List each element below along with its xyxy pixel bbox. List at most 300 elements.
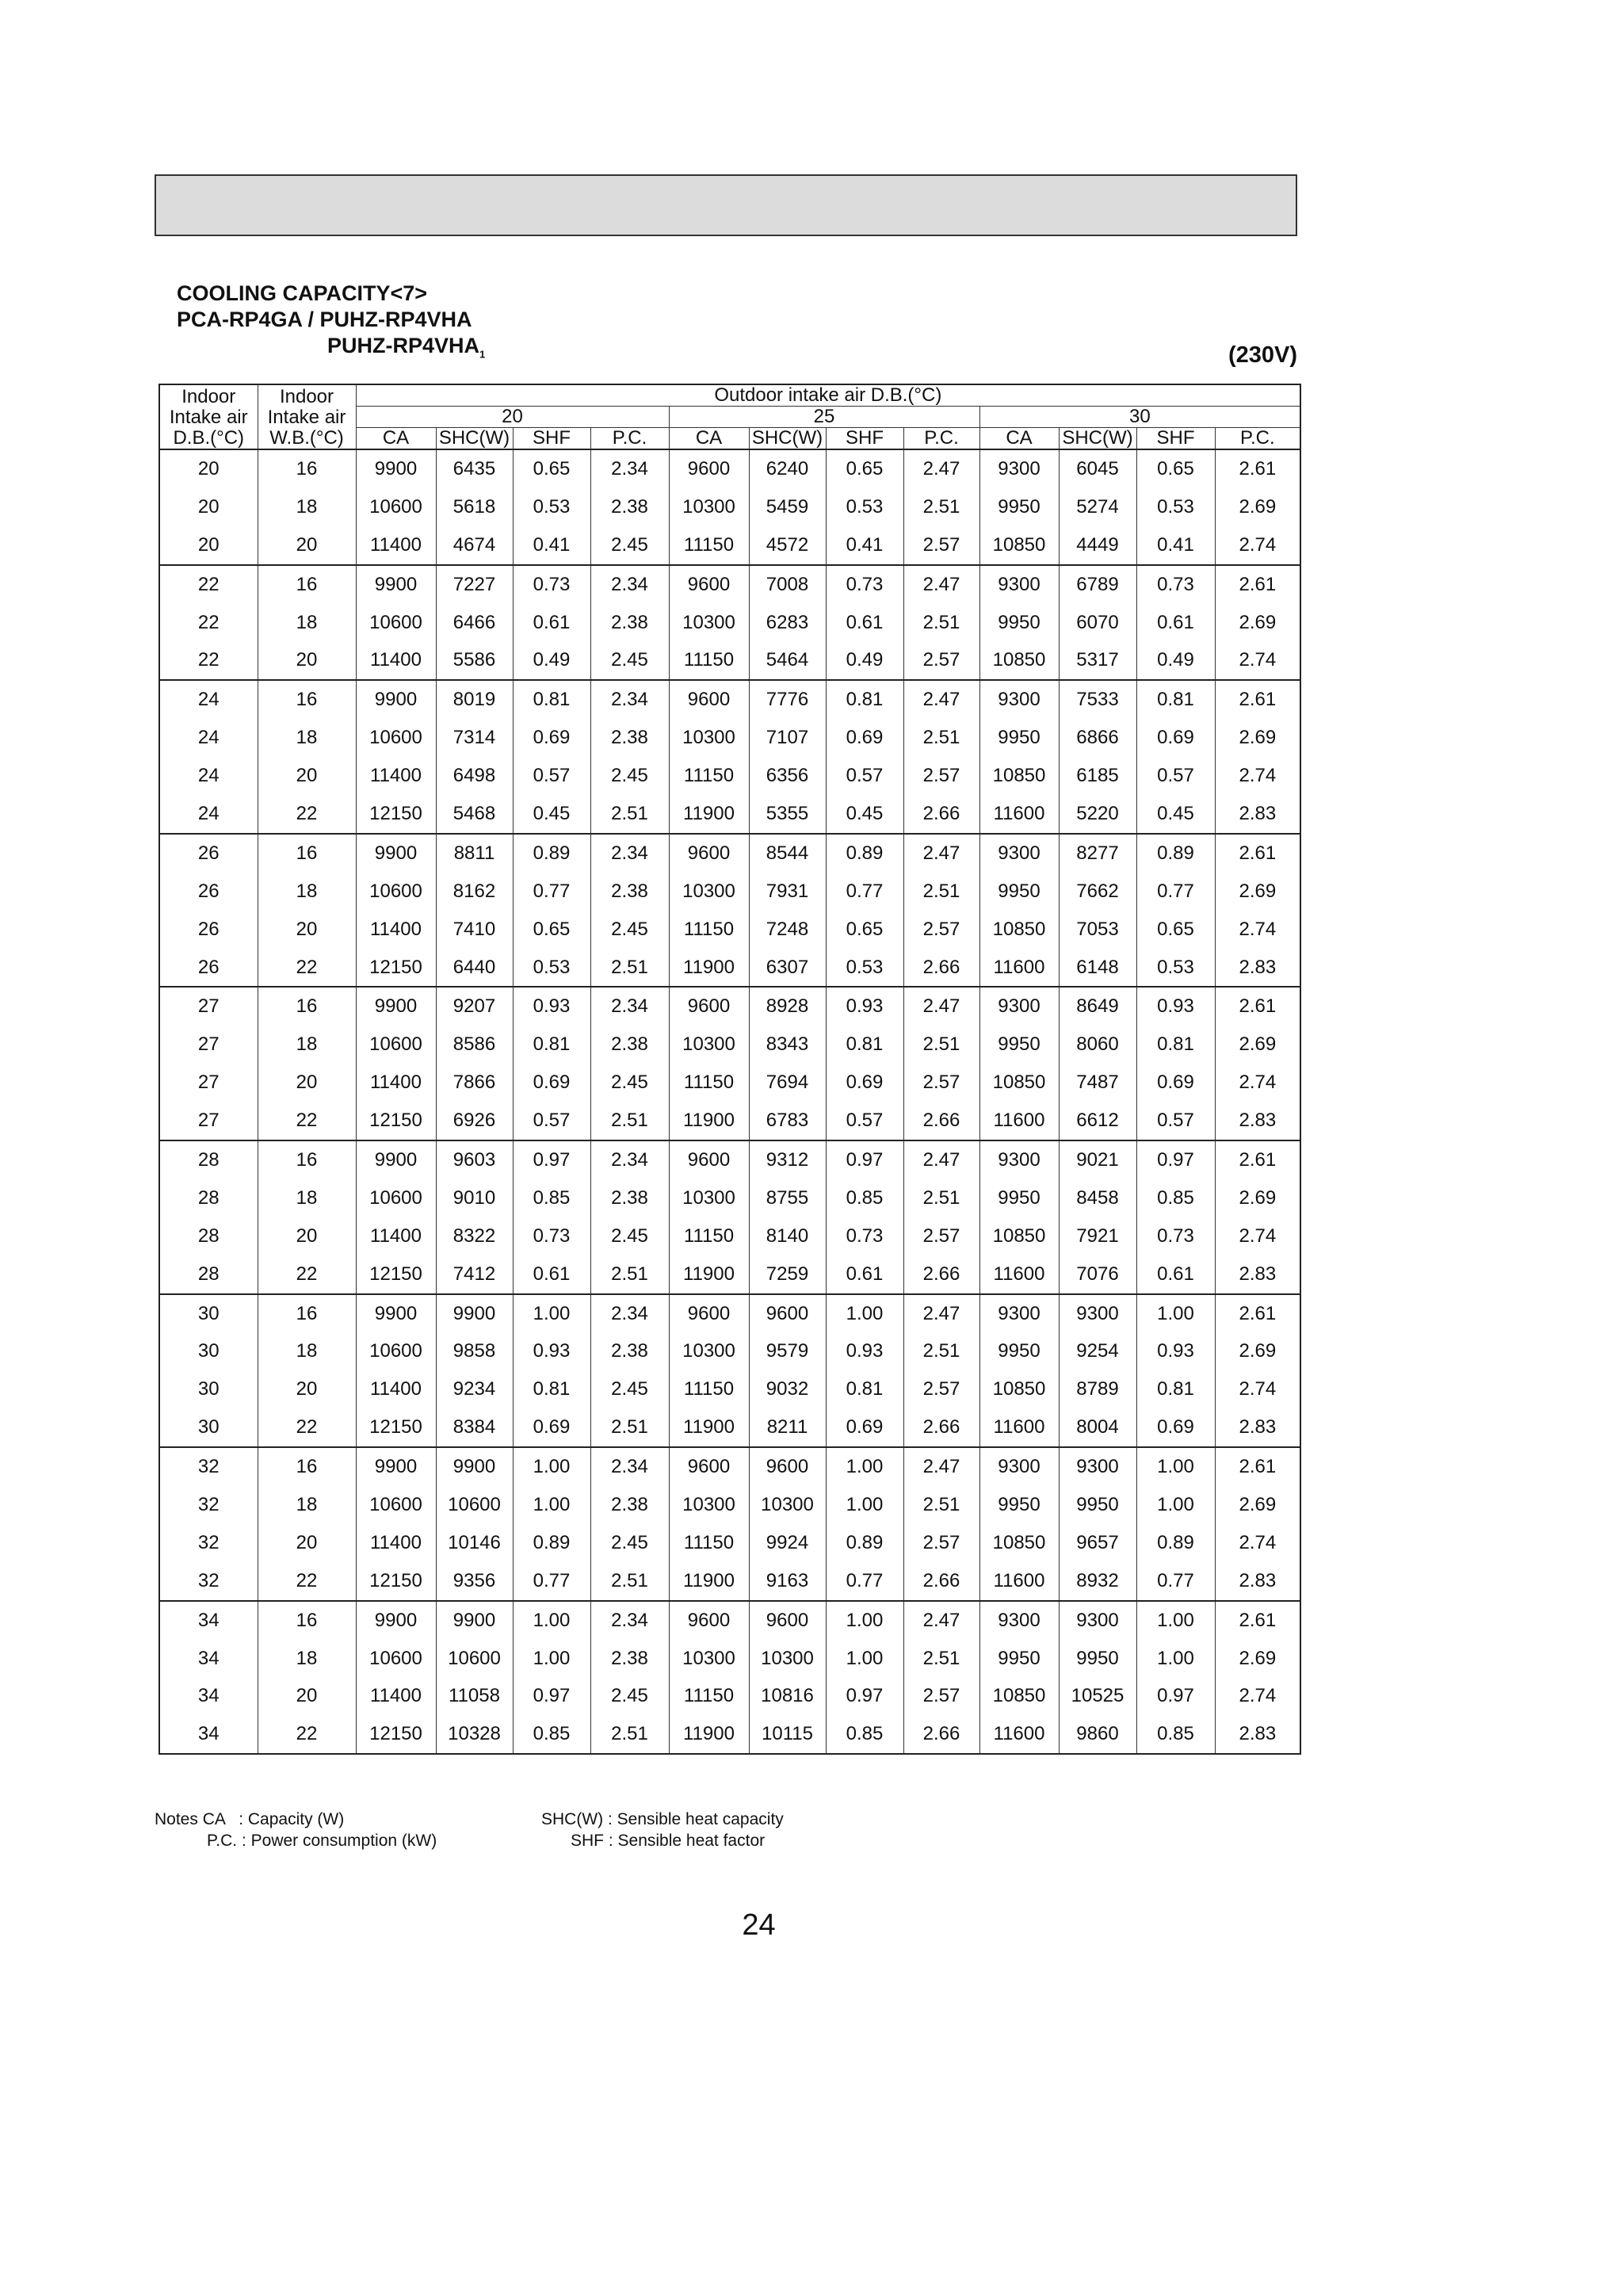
table-cell: 2.69 bbox=[1215, 1486, 1300, 1524]
table-cell: 0.49 bbox=[826, 641, 903, 680]
table-cell: 11900 bbox=[669, 1255, 749, 1294]
table-cell: 0.65 bbox=[513, 449, 590, 488]
table-cell: 10300 bbox=[669, 1179, 749, 1217]
table-cell: 12150 bbox=[356, 1715, 436, 1754]
table-row bbox=[159, 1678, 1300, 1716]
table-cell: 9600 bbox=[669, 680, 749, 719]
table-cell: 2.51 bbox=[903, 1640, 979, 1678]
table-cell: 4572 bbox=[749, 526, 826, 565]
table-cell: 0.69 bbox=[1136, 1064, 1215, 1102]
table-cell: 1.00 bbox=[1136, 1601, 1215, 1640]
table-cell: 24 bbox=[159, 757, 258, 795]
table-cell: 11600 bbox=[979, 1408, 1059, 1447]
table-cell: 2.47 bbox=[903, 1294, 979, 1333]
table-cell: 9300 bbox=[979, 680, 1059, 719]
table-cell: 0.93 bbox=[513, 987, 590, 1026]
table-cell: 10300 bbox=[749, 1640, 826, 1678]
table-cell: 0.57 bbox=[1136, 757, 1215, 795]
table-cell: 0.49 bbox=[513, 641, 590, 680]
table-cell: 11400 bbox=[356, 1678, 436, 1716]
table-row bbox=[159, 757, 1300, 795]
table-cell: 10300 bbox=[669, 1486, 749, 1524]
notes-left bbox=[155, 1809, 437, 1851]
table-cell: 2.74 bbox=[1215, 911, 1300, 949]
table-row bbox=[159, 873, 1300, 911]
table-cell: 9300 bbox=[1059, 1294, 1136, 1333]
table-cell: 8343 bbox=[749, 1026, 826, 1064]
table-cell: 2.83 bbox=[1215, 1102, 1300, 1140]
table-cell: 1.00 bbox=[1136, 1640, 1215, 1678]
table-cell: 22 bbox=[258, 795, 356, 834]
subheader-shcw: SHC(W) bbox=[1059, 428, 1136, 450]
table-cell: 0.57 bbox=[1136, 1102, 1215, 1140]
table-cell: 0.53 bbox=[1136, 488, 1215, 526]
table-cell: 7533 bbox=[1059, 680, 1136, 719]
table-row bbox=[159, 680, 1300, 719]
table-cell: 9600 bbox=[749, 1601, 826, 1640]
table-row bbox=[159, 1026, 1300, 1064]
table-cell: 0.81 bbox=[1136, 1370, 1215, 1408]
table-cell: 20 bbox=[258, 1064, 356, 1102]
table-cell: 18 bbox=[258, 1332, 356, 1370]
table-cell: 9950 bbox=[979, 1179, 1059, 1217]
table-cell: 8928 bbox=[749, 987, 826, 1026]
table-cell: 5464 bbox=[749, 641, 826, 680]
table-cell: 7410 bbox=[436, 911, 513, 949]
table-cell: 26 bbox=[159, 911, 258, 949]
table-cell: 7107 bbox=[749, 719, 826, 757]
table-cell: 10850 bbox=[979, 1524, 1059, 1562]
table-cell: 9010 bbox=[436, 1179, 513, 1217]
table-cell: 9950 bbox=[979, 604, 1059, 642]
table-cell: 20 bbox=[159, 526, 258, 565]
table-cell: 2.38 bbox=[590, 1026, 669, 1064]
table-cell: 11150 bbox=[669, 911, 749, 949]
table-cell: 10600 bbox=[356, 873, 436, 911]
table-cell: 2.66 bbox=[903, 1715, 979, 1754]
header-outdoor-temp: 30 bbox=[979, 407, 1300, 428]
table-cell: 2.61 bbox=[1215, 1447, 1300, 1486]
table-cell: 2.69 bbox=[1215, 604, 1300, 642]
table-cell: 22 bbox=[159, 641, 258, 680]
page-number: 24 bbox=[742, 1908, 776, 1942]
table-cell: 24 bbox=[159, 680, 258, 719]
table-cell: 2.61 bbox=[1215, 680, 1300, 719]
table-cell: 0.81 bbox=[1136, 1026, 1215, 1064]
table-cell: 9300 bbox=[979, 1447, 1059, 1486]
table-cell: 0.77 bbox=[513, 1562, 590, 1601]
table-cell: 0.97 bbox=[826, 1140, 903, 1179]
table-cell: 8019 bbox=[436, 680, 513, 719]
table-cell: 9021 bbox=[1059, 1140, 1136, 1179]
table-cell: 10850 bbox=[979, 1370, 1059, 1408]
table-cell: 9860 bbox=[1059, 1715, 1136, 1754]
table-cell: 8544 bbox=[749, 834, 826, 873]
table-cell: 2.74 bbox=[1215, 757, 1300, 795]
table-row bbox=[159, 1332, 1300, 1370]
table-cell: 0.49 bbox=[1136, 641, 1215, 680]
table-cell: 0.93 bbox=[1136, 987, 1215, 1026]
table-cell: 6435 bbox=[436, 449, 513, 488]
table-cell: 9300 bbox=[979, 1294, 1059, 1333]
header-outdoor-temp: 20 bbox=[356, 407, 669, 428]
table-cell: 5459 bbox=[749, 488, 826, 526]
table-cell: 20 bbox=[258, 911, 356, 949]
table-cell: 22 bbox=[258, 1102, 356, 1140]
table-cell: 5220 bbox=[1059, 795, 1136, 834]
table-cell: 18 bbox=[258, 873, 356, 911]
header-indoor-wb-line: Indoor bbox=[279, 386, 334, 407]
table-cell: 2.57 bbox=[903, 1524, 979, 1562]
table-cell: 2.57 bbox=[903, 641, 979, 680]
table-cell: 11400 bbox=[356, 757, 436, 795]
table-cell: 1.00 bbox=[826, 1640, 903, 1678]
table-cell: 0.61 bbox=[1136, 1255, 1215, 1294]
table-cell: 8140 bbox=[749, 1217, 826, 1255]
table-cell: 24 bbox=[159, 719, 258, 757]
voltage-label: (230V) bbox=[1228, 342, 1297, 368]
table-cell: 2.66 bbox=[903, 795, 979, 834]
table-cell: 18 bbox=[258, 1640, 356, 1678]
table-cell: 20 bbox=[258, 1524, 356, 1562]
table-cell: 22 bbox=[258, 1562, 356, 1601]
table-cell: 2.45 bbox=[590, 1524, 669, 1562]
table-cell: 2.57 bbox=[903, 911, 979, 949]
table-cell: 16 bbox=[258, 565, 356, 604]
table-cell: 2.83 bbox=[1215, 1408, 1300, 1447]
table-cell: 11600 bbox=[979, 1715, 1059, 1754]
table-cell: 9900 bbox=[356, 834, 436, 873]
table-cell: 0.89 bbox=[513, 1524, 590, 1562]
table-cell: 7931 bbox=[749, 873, 826, 911]
table-cell: 18 bbox=[258, 1179, 356, 1217]
table-cell: 9900 bbox=[356, 1140, 436, 1179]
table-cell: 2.38 bbox=[590, 1179, 669, 1217]
table-cell: 10600 bbox=[436, 1640, 513, 1678]
table-cell: 26 bbox=[159, 834, 258, 873]
table-cell: 10600 bbox=[356, 604, 436, 642]
table-cell: 11900 bbox=[669, 949, 749, 988]
table-cell: 9300 bbox=[979, 834, 1059, 873]
table-row bbox=[159, 604, 1300, 642]
table-cell: 6356 bbox=[749, 757, 826, 795]
table-cell: 6926 bbox=[436, 1102, 513, 1140]
table-cell: 0.41 bbox=[826, 526, 903, 565]
table-cell: 6783 bbox=[749, 1102, 826, 1140]
table-cell: 20 bbox=[258, 1217, 356, 1255]
table-cell: 9950 bbox=[1059, 1640, 1136, 1678]
table-cell: 0.61 bbox=[826, 1255, 903, 1294]
table-cell: 0.77 bbox=[513, 873, 590, 911]
table-cell: 9600 bbox=[669, 1601, 749, 1640]
table-cell: 18 bbox=[258, 1026, 356, 1064]
table-cell: 2.61 bbox=[1215, 1140, 1300, 1179]
table-cell: 1.00 bbox=[826, 1486, 903, 1524]
table-cell: 11150 bbox=[669, 757, 749, 795]
table-cell: 0.57 bbox=[513, 757, 590, 795]
table-cell: 9600 bbox=[669, 449, 749, 488]
table-cell: 1.00 bbox=[1136, 1486, 1215, 1524]
table-row bbox=[159, 1486, 1300, 1524]
table-cell: 7776 bbox=[749, 680, 826, 719]
table-cell: 7487 bbox=[1059, 1064, 1136, 1102]
table-cell: 2.69 bbox=[1215, 1179, 1300, 1217]
table-row bbox=[159, 1408, 1300, 1447]
table-cell: 9657 bbox=[1059, 1524, 1136, 1562]
table-cell: 9207 bbox=[436, 987, 513, 1026]
table-cell: 0.89 bbox=[826, 834, 903, 873]
table-cell: 0.61 bbox=[1136, 604, 1215, 642]
table-cell: 2.38 bbox=[590, 719, 669, 757]
table-cell: 0.41 bbox=[1136, 526, 1215, 565]
table-cell: 20 bbox=[159, 488, 258, 526]
table-cell: 10850 bbox=[979, 1064, 1059, 1102]
table-cell: 2.61 bbox=[1215, 565, 1300, 604]
table-cell: 10600 bbox=[436, 1486, 513, 1524]
table-cell: 0.65 bbox=[826, 911, 903, 949]
table-cell: 2.47 bbox=[903, 1140, 979, 1179]
table-cell: 20 bbox=[258, 641, 356, 680]
table-cell: 8211 bbox=[749, 1408, 826, 1447]
table-cell: 2.61 bbox=[1215, 834, 1300, 873]
table-cell: 9950 bbox=[979, 1640, 1059, 1678]
table-cell: 8060 bbox=[1059, 1026, 1136, 1064]
table-cell: 5274 bbox=[1059, 488, 1136, 526]
table-cell: 9600 bbox=[749, 1447, 826, 1486]
subheader-pc: P.C. bbox=[1215, 428, 1300, 450]
table-cell: 12150 bbox=[356, 795, 436, 834]
table-cell: 2.57 bbox=[903, 1370, 979, 1408]
table-cell: 2.83 bbox=[1215, 1715, 1300, 1754]
table-cell: 2.51 bbox=[903, 488, 979, 526]
table-cell: 9300 bbox=[979, 1140, 1059, 1179]
table-row bbox=[159, 1217, 1300, 1255]
table-cell: 2.74 bbox=[1215, 1370, 1300, 1408]
table-cell: 2.83 bbox=[1215, 949, 1300, 988]
table-cell: 1.00 bbox=[826, 1601, 903, 1640]
table-cell: 9900 bbox=[356, 1601, 436, 1640]
table-cell: 9900 bbox=[356, 1294, 436, 1333]
table-cell: 9603 bbox=[436, 1140, 513, 1179]
page-title bbox=[177, 281, 485, 367]
note-ca: Notes CA : Capacity (W) bbox=[155, 1810, 345, 1828]
table-cell: 9900 bbox=[356, 680, 436, 719]
table-cell: 0.97 bbox=[513, 1678, 590, 1716]
table-cell: 8586 bbox=[436, 1026, 513, 1064]
table-cell: 4449 bbox=[1059, 526, 1136, 565]
note-shc: SHC(W) : Sensible heat capacity bbox=[541, 1810, 784, 1828]
table-cell: 10115 bbox=[749, 1715, 826, 1754]
subheader-pc: P.C. bbox=[590, 428, 669, 450]
table-cell: 8322 bbox=[436, 1217, 513, 1255]
table-cell: 10600 bbox=[356, 1179, 436, 1217]
table-row bbox=[159, 719, 1300, 757]
table-cell: 10816 bbox=[749, 1678, 826, 1716]
table-cell: 2.61 bbox=[1215, 1601, 1300, 1640]
table-cell: 1.00 bbox=[513, 1601, 590, 1640]
table-row bbox=[159, 1640, 1300, 1678]
table-cell: 16 bbox=[258, 987, 356, 1026]
table-cell: 2.69 bbox=[1215, 1640, 1300, 1678]
table-cell: 6185 bbox=[1059, 757, 1136, 795]
table-cell: 0.53 bbox=[513, 949, 590, 988]
table-cell: 9312 bbox=[749, 1140, 826, 1179]
table-cell: 9356 bbox=[436, 1562, 513, 1601]
table-cell: 1.00 bbox=[513, 1486, 590, 1524]
header-bar bbox=[155, 174, 1297, 236]
table-cell: 7076 bbox=[1059, 1255, 1136, 1294]
table-cell: 32 bbox=[159, 1562, 258, 1601]
table-cell: 0.77 bbox=[1136, 1562, 1215, 1601]
table-cell: 1.00 bbox=[826, 1294, 903, 1333]
table-cell: 7921 bbox=[1059, 1217, 1136, 1255]
table-cell: 0.93 bbox=[826, 987, 903, 1026]
table-cell: 2.57 bbox=[903, 757, 979, 795]
table-cell: 2.34 bbox=[590, 1601, 669, 1640]
table-cell: 10600 bbox=[356, 1332, 436, 1370]
table-cell: 2.51 bbox=[903, 1332, 979, 1370]
table-cell: 16 bbox=[258, 1601, 356, 1640]
table-cell: 2.45 bbox=[590, 1064, 669, 1102]
table-cell: 2.51 bbox=[903, 1026, 979, 1064]
table-cell: 11900 bbox=[669, 1408, 749, 1447]
table-cell: 2.47 bbox=[903, 1447, 979, 1486]
table-cell: 9950 bbox=[979, 1332, 1059, 1370]
table-row bbox=[159, 641, 1300, 680]
table-cell: 34 bbox=[159, 1715, 258, 1754]
table-cell: 0.89 bbox=[1136, 834, 1215, 873]
table-cell: 2.34 bbox=[590, 565, 669, 604]
table-cell: 0.57 bbox=[826, 757, 903, 795]
table-cell: 0.93 bbox=[1136, 1332, 1215, 1370]
table-cell: 1.00 bbox=[513, 1294, 590, 1333]
table-cell: 0.61 bbox=[513, 604, 590, 642]
table-cell: 0.77 bbox=[1136, 873, 1215, 911]
table-cell: 0.69 bbox=[513, 719, 590, 757]
table-cell: 0.65 bbox=[1136, 449, 1215, 488]
table-cell: 0.97 bbox=[513, 1140, 590, 1179]
table-row bbox=[159, 1255, 1300, 1294]
table-cell: 9900 bbox=[436, 1447, 513, 1486]
note-pc: P.C. : Power consumption (kW) bbox=[207, 1832, 437, 1850]
table-cell: 9950 bbox=[979, 1486, 1059, 1524]
table-cell: 10600 bbox=[356, 488, 436, 526]
table-cell: 28 bbox=[159, 1217, 258, 1255]
table-cell: 11400 bbox=[356, 1370, 436, 1408]
table-cell: 34 bbox=[159, 1678, 258, 1716]
table-cell: 2.45 bbox=[590, 757, 669, 795]
table-cell: 11150 bbox=[669, 1370, 749, 1408]
table-cell: 6148 bbox=[1059, 949, 1136, 988]
table-cell: 0.69 bbox=[826, 1408, 903, 1447]
table-cell: 0.73 bbox=[1136, 565, 1215, 604]
table-row bbox=[159, 1064, 1300, 1102]
table-cell: 6498 bbox=[436, 757, 513, 795]
table-cell: 26 bbox=[159, 873, 258, 911]
table-cell: 9858 bbox=[436, 1332, 513, 1370]
table-row bbox=[159, 1370, 1300, 1408]
table-cell: 2.34 bbox=[590, 1447, 669, 1486]
table-cell: 0.85 bbox=[1136, 1179, 1215, 1217]
table-cell: 2.57 bbox=[903, 1678, 979, 1716]
table-cell: 0.45 bbox=[826, 795, 903, 834]
table-cell: 22 bbox=[159, 604, 258, 642]
table-cell: 11900 bbox=[669, 1102, 749, 1140]
header-outdoor-temp: 25 bbox=[669, 407, 979, 428]
table-cell: 20 bbox=[258, 1370, 356, 1408]
table-cell: 0.69 bbox=[513, 1064, 590, 1102]
table-cell: 4674 bbox=[436, 526, 513, 565]
table-cell: 0.93 bbox=[513, 1332, 590, 1370]
table-cell: 9950 bbox=[979, 488, 1059, 526]
table-cell: 0.69 bbox=[1136, 1408, 1215, 1447]
table-cell: 2.69 bbox=[1215, 719, 1300, 757]
table-row bbox=[159, 1524, 1300, 1562]
table-cell: 2.34 bbox=[590, 1140, 669, 1179]
table-cell: 11600 bbox=[979, 949, 1059, 988]
subheader-ca: CA bbox=[669, 428, 749, 450]
table-cell: 10600 bbox=[356, 719, 436, 757]
table-cell: 9900 bbox=[436, 1601, 513, 1640]
table-cell: 10850 bbox=[979, 1678, 1059, 1716]
table-cell: 0.85 bbox=[513, 1179, 590, 1217]
table-row bbox=[159, 449, 1300, 488]
table-cell: 9950 bbox=[979, 719, 1059, 757]
table-cell: 10300 bbox=[669, 488, 749, 526]
table-cell: 2.47 bbox=[903, 449, 979, 488]
notes-right bbox=[541, 1809, 784, 1851]
table-cell: 1.00 bbox=[1136, 1294, 1215, 1333]
table-cell: 34 bbox=[159, 1601, 258, 1640]
table-cell: 10850 bbox=[979, 641, 1059, 680]
table-cell: 30 bbox=[159, 1370, 258, 1408]
table-cell: 7412 bbox=[436, 1255, 513, 1294]
table-cell: 9300 bbox=[979, 449, 1059, 488]
table-cell: 6070 bbox=[1059, 604, 1136, 642]
table-cell: 0.81 bbox=[826, 1026, 903, 1064]
table-cell: 9600 bbox=[669, 1140, 749, 1179]
table-cell: 8789 bbox=[1059, 1370, 1136, 1408]
table-cell: 11600 bbox=[979, 795, 1059, 834]
table-cell: 0.85 bbox=[513, 1715, 590, 1754]
table-cell: 0.93 bbox=[826, 1332, 903, 1370]
table-cell: 5317 bbox=[1059, 641, 1136, 680]
table-cell: 0.69 bbox=[826, 719, 903, 757]
table-cell: 22 bbox=[258, 1255, 356, 1294]
table-cell: 0.53 bbox=[826, 488, 903, 526]
table-cell: 7248 bbox=[749, 911, 826, 949]
table-cell: 1.00 bbox=[513, 1640, 590, 1678]
table-row bbox=[159, 1715, 1300, 1754]
subheader-ca: CA bbox=[979, 428, 1059, 450]
table-cell: 9300 bbox=[979, 1601, 1059, 1640]
table-cell: 0.77 bbox=[826, 873, 903, 911]
table-cell: 9924 bbox=[749, 1524, 826, 1562]
table-cell: 10300 bbox=[669, 604, 749, 642]
table-cell: 2.47 bbox=[903, 987, 979, 1026]
table-cell: 6307 bbox=[749, 949, 826, 988]
table-cell: 30 bbox=[159, 1332, 258, 1370]
table-cell: 32 bbox=[159, 1524, 258, 1562]
table-cell: 7866 bbox=[436, 1064, 513, 1102]
table-cell: 9600 bbox=[669, 1294, 749, 1333]
table-row bbox=[159, 987, 1300, 1026]
header-indoor-db-line: Indoor bbox=[181, 386, 236, 407]
table-cell: 10300 bbox=[669, 1640, 749, 1678]
table-cell: 0.69 bbox=[826, 1064, 903, 1102]
table-cell: 2.45 bbox=[590, 641, 669, 680]
table-cell: 16 bbox=[258, 449, 356, 488]
